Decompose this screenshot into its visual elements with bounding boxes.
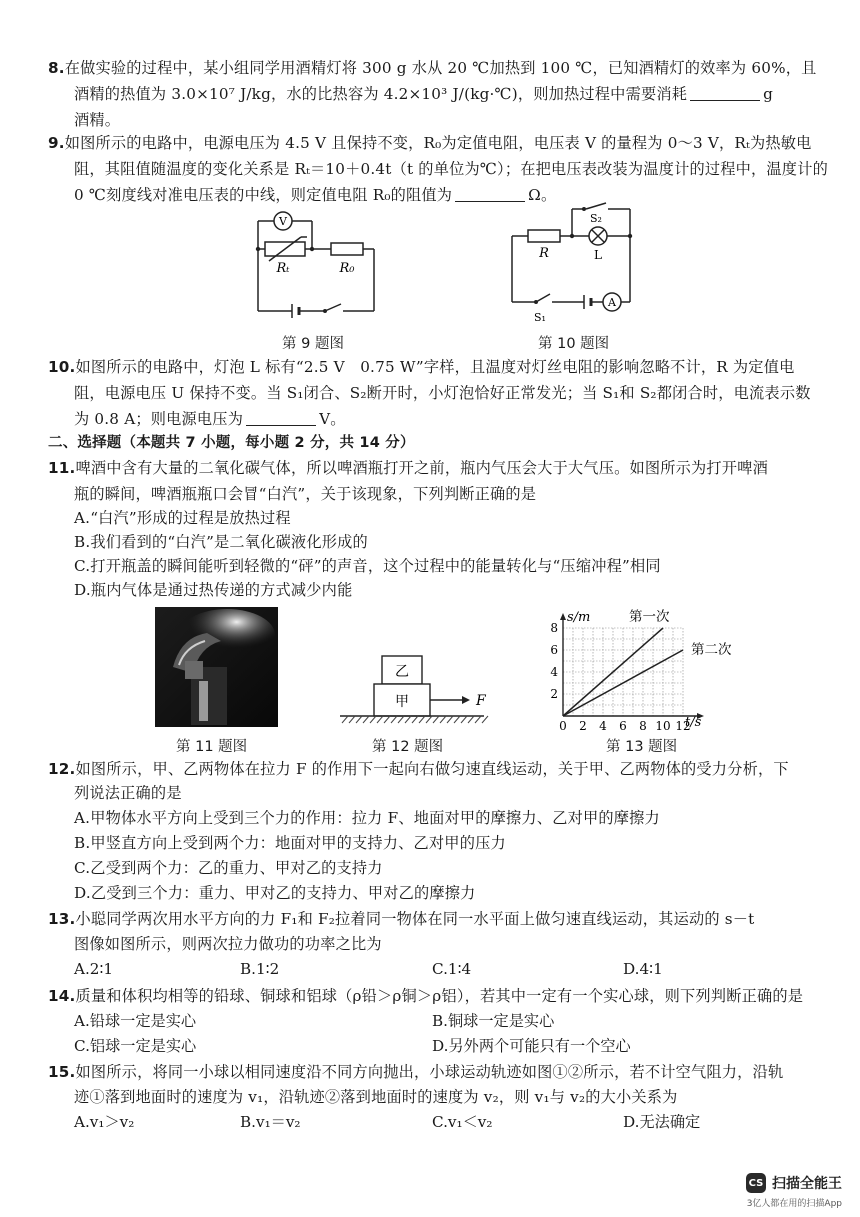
q13-option-c: C.1∶4 [432, 960, 472, 978]
q13-line2: 图像如图所示，则两次拉力做功的功率之比为 [74, 935, 382, 953]
q10-line1: 10.如图所示的电路中，灯泡 L 标有“2.5 V 0.75 W”字样，且温度对灯丝电阻的影响忽略不计，R 为定值电 [48, 358, 795, 376]
fig13-y-tick: 4 [550, 665, 558, 679]
q10-number: 10. [48, 358, 76, 376]
q12-option-a: A.甲物体水平方向上受到三个力的作用：拉力 F、地面对甲的摩擦力、乙对甲的摩擦力 [74, 809, 660, 827]
q15-option-b: B.v₁＝v₂ [240, 1113, 301, 1131]
q11-line1: 11.啤酒中含有大量的二氧化碳气体，所以啤酒瓶打开之前，瓶内气压会大于大气压。如图所示为打开啤酒 [48, 459, 768, 477]
fig11-photo [155, 607, 278, 727]
fig10-s2-pivot [582, 207, 586, 211]
fig12-blocks [338, 650, 498, 728]
q12-line1: 12.如图所示，甲、乙两物体在拉力 F 的作用下一起向右做匀速直线运动，关于甲、乙两物体的受力分析，下 [48, 760, 789, 778]
fig10-circuit [498, 200, 648, 325]
fig12-ground-hatch [342, 716, 488, 723]
q12-option-c: C.乙受到两个力：乙的重力、甲对乙的支持力 [74, 859, 383, 877]
q13-option-a: A.2∶1 [74, 960, 114, 978]
fig12-force-label: F [476, 693, 486, 709]
q13-line1: 13.小聪同学两次用水平方向的力 F₁和 F₂拉着同一物体在同一水平面上做匀速直线运动，其运动的 s－t [48, 910, 755, 928]
q9-line1: 9.如图所示的电路中，电源电压为 4.5 V 且保持不变，R₀为定值电阻，电压表 V 的量程为 0～3 V，Rₜ为热敏电 [48, 134, 812, 152]
q11-line2: 瓶的瞬间，啤酒瓶瓶口会冒“白汽”，关于该现象，下列判断正确的是 [74, 485, 537, 503]
q10-line2: 阻，电源电压 U 保持不变。当 S₁闭合、S₂断开时，小灯泡恰好正常发光；当 S₁和 S₂都闭合时，电流表示数 [74, 384, 811, 402]
fig12-bottom-label: 甲 [395, 694, 409, 710]
q9-line2: 阻，其阻值随温度的变化关系是 Rₜ＝10＋0.4t（t 的单位为℃）；在把电压表改装为温度计的过程中，温度计的 [74, 160, 828, 178]
q14-option-a: A.铅球一定是实心 [74, 1012, 197, 1030]
fig13-axes [560, 613, 704, 719]
fig13-x-tick: 4 [599, 719, 607, 732]
fig13-x-ticks [559, 719, 690, 732]
q13-number: 13. [48, 910, 76, 928]
q11-option-c: C.打开瓶盖的瞬间能听到轻微的“砰”的声音，这个过程中的能量转化与“压缩冲程”相同 [74, 557, 661, 575]
q15-option-a: A.v₁＞v₂ [74, 1113, 135, 1131]
q10-answer-blank [246, 409, 316, 426]
fig13-x-tick: 0 [559, 719, 567, 732]
fig13-ylabel: s/m [567, 610, 591, 625]
q8-line1: 8.在做实验的过程中，某小组同学用酒精灯将 300 g 水从 20 ℃加热到 100 ℃，已知酒精灯的效率为 60%，且 [48, 59, 817, 77]
fig13-series-second-label: 第二次 [691, 642, 732, 658]
fig13-y-arrowhead [560, 613, 566, 620]
q14-option-d: D.另外两个可能只有一个空心 [432, 1037, 631, 1055]
fig13-x-tick: 2 [579, 719, 587, 732]
q8-answer-blank [690, 84, 760, 101]
q8-number: 8. [48, 59, 65, 77]
q14-number: 14. [48, 987, 76, 1005]
fig9-r0-label: R₀ [339, 261, 355, 276]
q14-option-c: C.铝球一定是实心 [74, 1037, 197, 1055]
fig13-x-tick: 6 [619, 719, 627, 732]
fig13-x-tick: 12 [675, 719, 691, 732]
fig12-top-label: 乙 [395, 664, 409, 680]
fig10-s2-label: S₂ [590, 212, 602, 225]
q11-number: 11. [48, 459, 76, 477]
q8-line3: 酒精。 [74, 111, 121, 129]
q8-line2: 酒精的热值为 3.0×10⁷ J/kg，水的比热容为 4.2×10³ J/(kg·℃)，则加热过程中需要消耗 g [74, 85, 774, 103]
fig13-xlabel: t/s [685, 715, 702, 730]
fig13-caption: 第 13 题图 [606, 739, 678, 755]
fig10-ammeter-label: A [608, 296, 616, 309]
q9-number: 9. [48, 134, 65, 152]
fig10-s1-pivot [534, 300, 538, 304]
scanner-app-name: 扫描全能王 [772, 1176, 842, 1192]
q12-number: 12. [48, 760, 76, 778]
fig10-node-right [628, 234, 632, 238]
fig9-circuit [245, 205, 395, 325]
fig10-r-label: R [539, 246, 549, 261]
scanner-logo-icon: CS [746, 1173, 766, 1193]
fig13-x-tick: 10 [655, 719, 671, 732]
q13-option-d: D.4∶1 [623, 960, 663, 978]
section-2-heading: 二、选择题（本题共 7 小题，每小题 2 分，共 14 分） [48, 435, 415, 451]
q12-line2: 列说法正确的是 [74, 784, 182, 802]
fig13-y-tick: 6 [550, 643, 558, 657]
q15-option-c: C.v₁＜v₂ [432, 1113, 493, 1131]
fig9-rt-label: Rₜ [276, 261, 290, 276]
q10-line3: 为 0.8 A；则电源电压为 V。 [74, 410, 346, 428]
q12-option-b: B.甲竖直方向上受到两个力：地面对甲的支持力、乙对甲的压力 [74, 834, 506, 852]
q9-line3: 0 ℃刻度线对准电压表的中线，则定值电阻 R₀的阻值为 Ω。 [74, 186, 557, 204]
q14-option-b: B.铜球一定是实心 [432, 1012, 555, 1030]
q15-line2: 迹①落到地面时的速度为 v₁，沿轨迹②落到地面时的速度为 v₂，则 v₁与 v₂的大小关系为 [74, 1088, 678, 1106]
q12-option-d: D.乙受到三个力：重力、甲对乙的支持力、甲对乙的摩擦力 [74, 884, 476, 902]
q11-option-d: D.瓶内气体是通过热传递的方式减少内能 [74, 581, 353, 599]
fig9-node-left [256, 247, 260, 251]
fig10-caption: 第 10 题图 [538, 336, 610, 352]
fig13-grid [563, 628, 683, 716]
fig13-y-ticks [550, 621, 558, 701]
fig10-s1-label: S₁ [534, 311, 546, 324]
fig13-y-tick: 2 [550, 687, 558, 701]
q11-option-b: B.我们看到的“白汽”是二氧化碳液化形成的 [74, 533, 368, 551]
scanner-watermark [746, 1173, 842, 1193]
fig12-caption: 第 12 题图 [372, 739, 444, 755]
fig9-switch-pivot [323, 309, 327, 313]
q15-line1: 15.如图所示，将同一小球以相同速度沿不同方向抛出，小球运动轨迹如图①②所示，若不计空气阻力，沿轨 [48, 1063, 784, 1081]
fig10-lamp-label: L [594, 248, 602, 262]
fig13-y-tick: 8 [550, 621, 558, 635]
fig9-caption: 第 9 题图 [282, 336, 344, 352]
fig9-node-right [310, 247, 314, 251]
q13-option-b: B.1∶2 [240, 960, 280, 978]
fig13-series-first-label: 第一次 [629, 609, 670, 625]
fig13-x-tick: 8 [639, 719, 647, 732]
q14-line1: 14.质量和体积均相等的铅球、铜球和铝球（ρ铅＞ρ铜＞ρ铝），若其中一定有一个实心球，则下列判断正确的是 [48, 987, 804, 1005]
q11-option-a: A.“白汽”形成的过程是放热过程 [74, 509, 291, 527]
fig12-force-arrowhead [462, 696, 470, 704]
fig13-st-graph [545, 604, 775, 732]
fig10-node-left [570, 234, 574, 238]
scanner-tagline: 3亿人都在用的扫描App [746, 1199, 842, 1209]
q15-option-d: D.无法确定 [623, 1113, 701, 1131]
fig9-voltmeter-label: V [279, 215, 287, 228]
fig11-caption: 第 11 题图 [176, 739, 248, 755]
q15-number: 15. [48, 1063, 76, 1081]
